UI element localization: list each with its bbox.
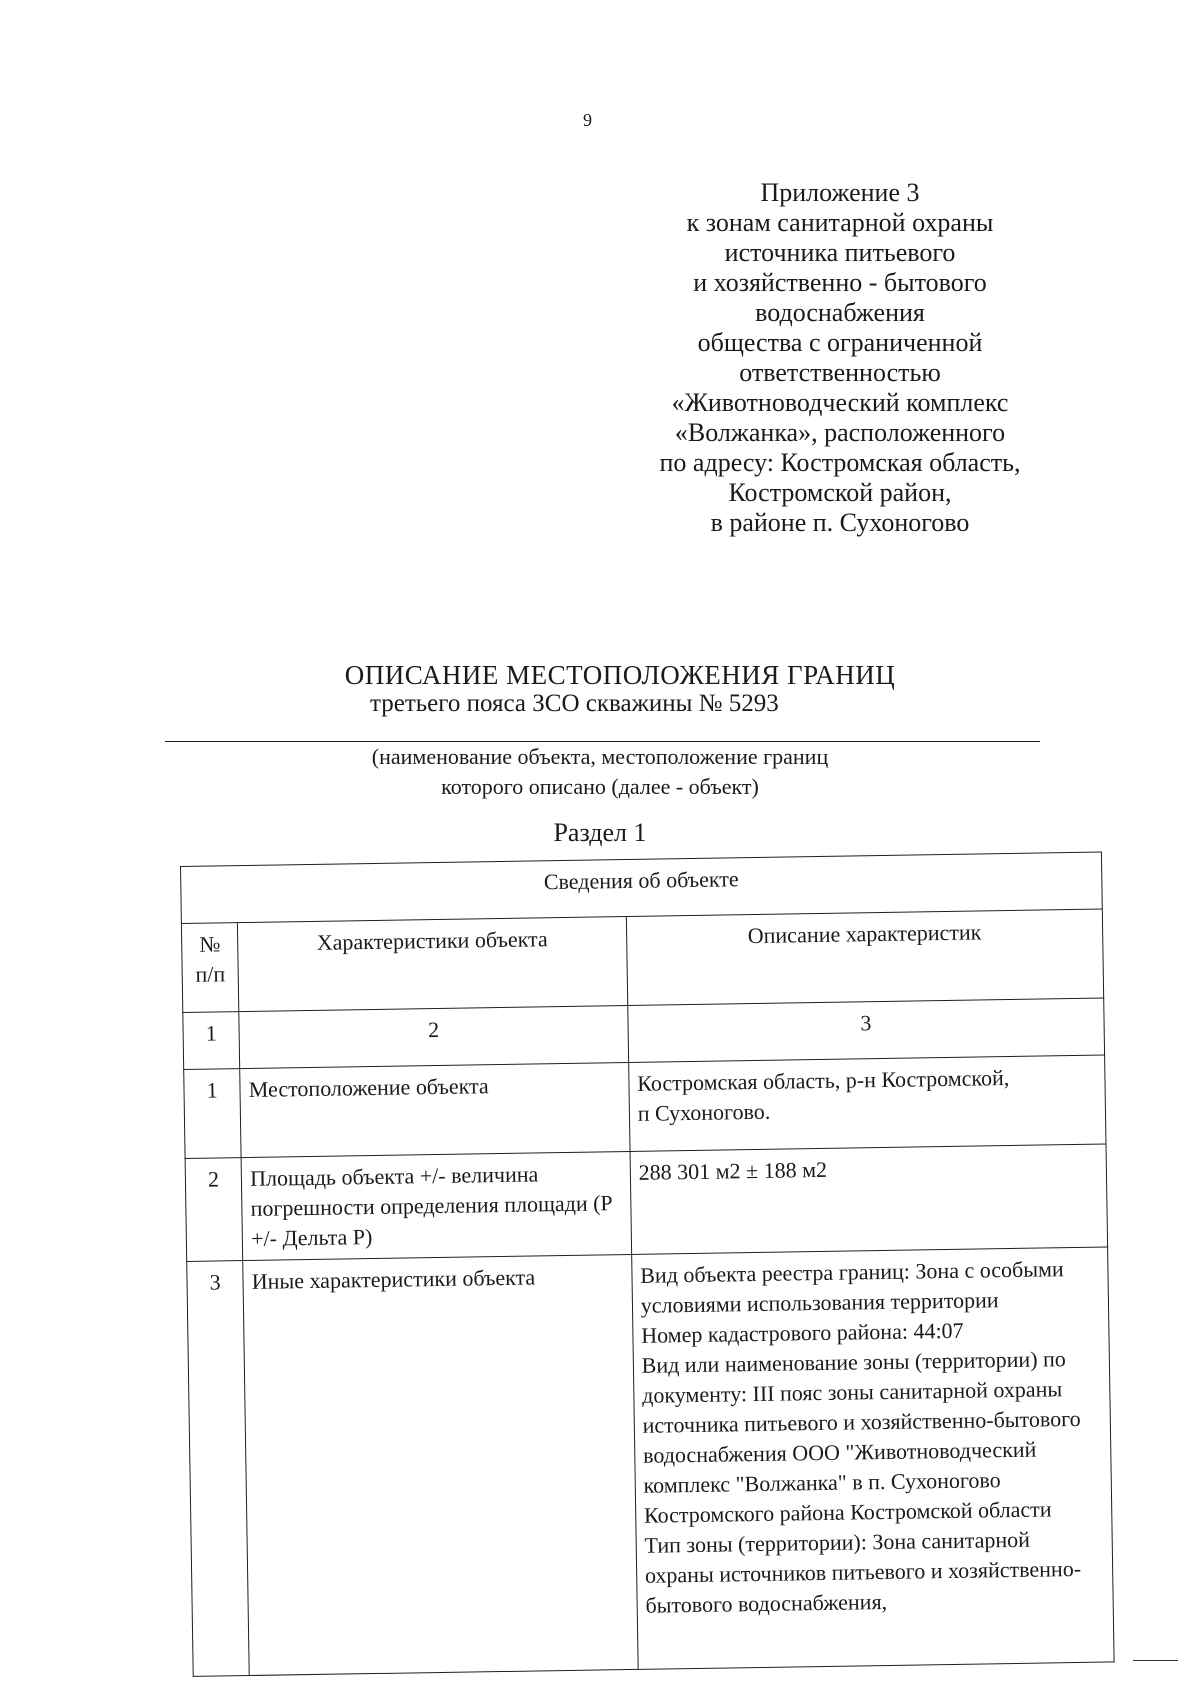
row-characteristic: Местоположение объекта [240, 1062, 630, 1157]
row-number: 3 [187, 1261, 250, 1677]
column-number: 2 [239, 1005, 628, 1068]
appendix-line: общества с ограниченной [697, 328, 983, 357]
row-description [628, 1055, 1106, 1151]
caption-line: (наименование объекта, местоположение границ [371, 744, 829, 769]
header-characteristics: Характеристики объекта [238, 916, 628, 1011]
appendix-line: водоснабжения [755, 298, 925, 327]
row-characteristic: Иные характеристики объекта [243, 1254, 638, 1675]
description-line: Костромская область, р-н Костромской, [637, 1065, 1010, 1096]
row-characteristic: Площадь объекта +/- величина погрешности определения площади (P +/- Дельта P) [241, 1151, 631, 1260]
page-edge-mark [1133, 1660, 1178, 1661]
column-number: 1 [183, 1012, 240, 1070]
section-heading: Раздел 1 [553, 818, 647, 847]
appendix-line: к зонам санитарной охраны [686, 208, 994, 237]
document-subtitle: третьего пояса ЗСО скважины № 5293 [370, 690, 779, 717]
object-info-table-wrapper [180, 852, 1115, 1677]
appendix-line: Костромской район, [728, 478, 952, 507]
description-line: Номер кадастрового района: 44:07 [641, 1317, 964, 1348]
table-row [185, 1144, 1108, 1261]
caption-line: которого описано (далее - объект) [441, 774, 759, 799]
appendix-line: и хозяйственно - бытового [693, 268, 987, 297]
appendix-line: «Животноводческий комплекс [671, 388, 1009, 417]
row-number: 1 [184, 1069, 242, 1159]
header-description: Описание характеристик [626, 909, 1104, 1005]
page-number: 9 [583, 110, 592, 130]
appendix-line: в районе п. Сухоногово [710, 508, 970, 537]
column-number: 3 [628, 998, 1105, 1062]
appendix-line: по адресу: Костромская область, [659, 448, 1021, 477]
appendix-line: источника питьевого [724, 238, 956, 267]
description-line: 288 301 м2 ± 188 м2 [638, 1156, 828, 1185]
description-line: Тип зоны (территории): Зона санитарной охраны источников питьевого и хозяйственно-бытового водоснабжения, [644, 1526, 1082, 1618]
header-num: № п/п [181, 923, 239, 1013]
table-title: Сведения об объекте [181, 852, 1103, 923]
appendix-line: «Волжанка», расположенного [674, 418, 1006, 447]
table-header-row [181, 909, 1103, 1012]
table-row [187, 1247, 1114, 1676]
object-caption [330, 742, 870, 802]
row-description [630, 1144, 1108, 1254]
appendix-line: ответственностью [739, 358, 941, 387]
description-line: Вид или наименование зоны (территории) по документу: III пояс зоны санитарной охраны источника питьевого и хозяйственно-бытового водоснабжения ООО "Животноводческий комплекс "Волжанка" в п. Сухоногово Костромского района Костромской области [641, 1346, 1081, 1528]
object-info-table [180, 852, 1115, 1677]
row-description [631, 1247, 1114, 1669]
appendix-block [600, 178, 1080, 538]
description-line: Вид объекта реестра границ: Зона с особыми условиями использования территории [640, 1256, 1064, 1318]
description-line: п Сухоногово. [637, 1098, 771, 1126]
table-row [184, 1055, 1106, 1158]
appendix-line: Приложение 3 [760, 178, 920, 207]
document-title: ОПИСАНИЕ МЕСТОПОЛОЖЕНИЯ ГРАНИЦ [344, 660, 896, 690]
row-number: 2 [185, 1158, 243, 1262]
